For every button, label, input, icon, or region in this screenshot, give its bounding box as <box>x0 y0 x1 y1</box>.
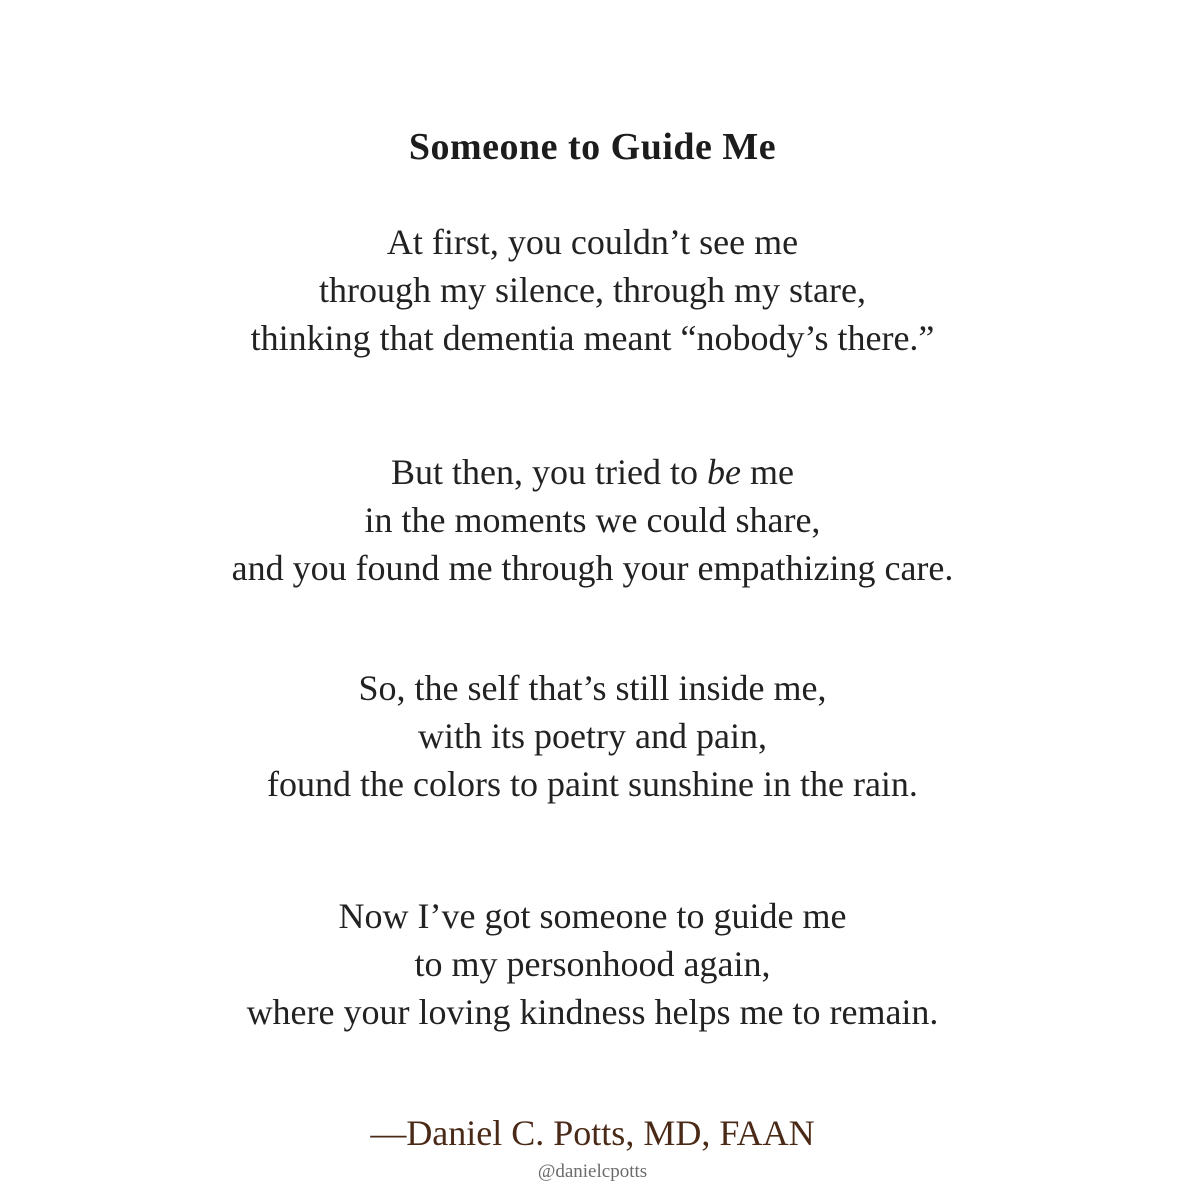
poem-line: in the moments we could share, <box>364 500 821 540</box>
poem-line-end: me <box>740 452 794 492</box>
poem-line: thinking that dementia meant “nobody’s there.” <box>250 318 935 358</box>
poem-line: through my silence, through my stare, <box>319 270 866 310</box>
author-attribution: —Daniel C. Potts, MD, FAAN <box>370 1113 815 1153</box>
poem-line: found the colors to paint sunshine in the rain. <box>267 764 918 804</box>
stanza-2 <box>0 448 1185 592</box>
poem-line: So, the self that’s still inside me, <box>358 668 827 708</box>
poem-line: Now I’ve got someone to guide me <box>338 896 847 936</box>
poem-title: Someone to Guide Me <box>408 126 777 168</box>
poem-line: At first, you couldn’t see me <box>386 222 799 262</box>
social-handle: @danielcpotts <box>537 1161 648 1182</box>
poem-line <box>0 448 1185 496</box>
poem-line: with its poetry and pain, <box>418 716 767 756</box>
poem-line: and you found me through your empathizing care. <box>231 548 954 588</box>
stanza-3 <box>0 664 1185 808</box>
stanza-1 <box>0 218 1185 362</box>
poem-line: where your loving kindness helps me to remain. <box>246 992 939 1032</box>
stanza-4 <box>0 892 1185 1036</box>
poem-line-start: But then, you tried to <box>391 452 707 492</box>
emphasized-word: be <box>707 452 741 492</box>
poem-line: to my personhood again, <box>414 944 771 984</box>
